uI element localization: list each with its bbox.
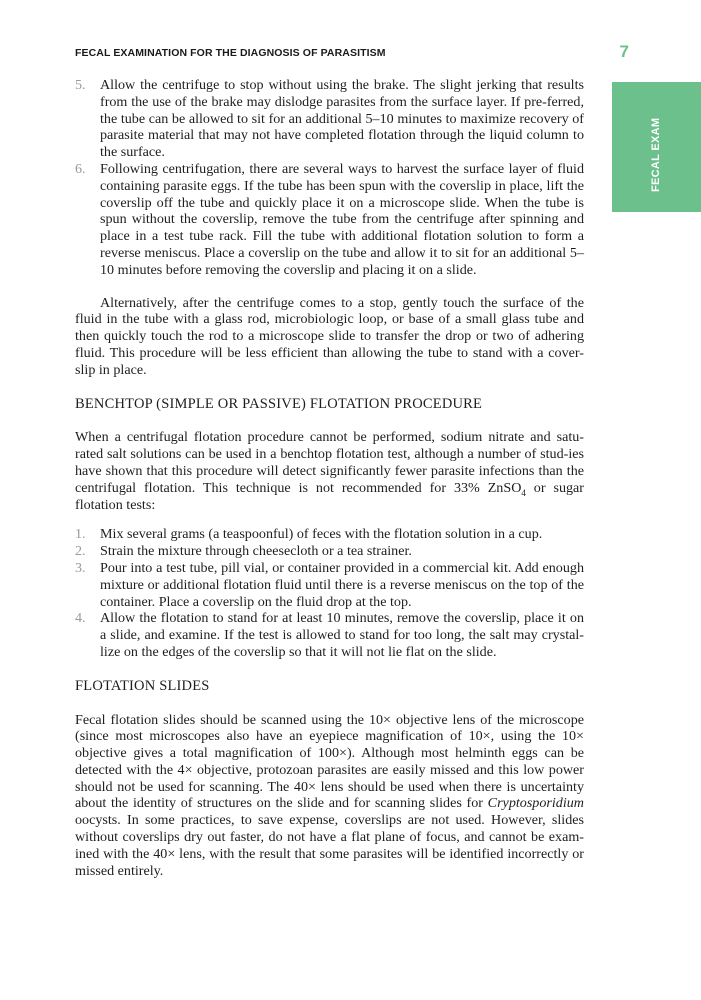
- paragraph-flotation-slides: Fecal flotation slides should be scanned using the 10× objective lens of the microscope (since most microscopes also have an eyepiece magnification of 10×, using the 10× objective gives a total magnification of 100×). Although most helminth eggs can be detected with the 4× objective, protozoan parasites are easily missed and this low power should not be used for scanning. The 40× lens should be used when there is uncertainty about the identity of structures on the slide and for scanning slides for Cryptosporidium oocysts. In some practices, to save expense, coverslips are not used. However, slides without coverslips dry out faster, do not have a flat plane of focus, and cannot be exam-ined with the 40× lens, with the result that some parasites will be identified incorrectly or missed entirely.: [75, 711, 584, 879]
- paragraph-alternative: Alternatively, after the centrifuge comes to a stop, gently touch the surface of the fluid in the tube with a glass rod, microbiologic loop, or base of a small glass tube and then quickly touch the rod to a microscope slide to transfer the drop or two of adhering fluid. This procedure will be less efficient than allowing the tube to stand with a cover-slip in place.: [75, 294, 584, 378]
- list-text: Mix several grams (a teaspoonful) of feces with the flotation solution in a cup.: [100, 526, 543, 543]
- side-tab-label: FECAL EXAM: [650, 117, 662, 192]
- list-number: 1.: [75, 526, 86, 543]
- list-item: [75, 610, 584, 660]
- running-title: FECAL EXAMINATION FOR THE DIAGNOSIS OF PARASITISM: [75, 47, 386, 59]
- list-item: [75, 526, 584, 543]
- page-body: [75, 77, 584, 879]
- side-tab: [612, 82, 701, 212]
- list-item: [75, 543, 584, 560]
- list-text: Following centrifugation, there are several ways to harvest the surface layer of fluid containing parasite eggs. If the tube has been spun with the coverslip in place, lift the coverslip off the tube and quickly place it on a microscope slide. When the tube is spun without the coverslip, remove the tube from the centrifuge after spinning and place in a test tube rack. Fill the tube with additional flotation solution to form a reverse meniscus. Place a coverslip on the tube and allow it to sit for an additional 5–10 minutes before removing the coverslip and placing it on a slide.: [100, 160, 584, 278]
- list-item: [75, 77, 584, 161]
- list-number: 3.: [75, 559, 86, 576]
- numbered-list-centrifuge: [75, 77, 584, 279]
- numbered-list-benchtop: [75, 526, 584, 660]
- running-header: [75, 44, 635, 64]
- list-item: [75, 560, 584, 610]
- list-text: Pour into a test tube, pill vial, or container provided in a commercial kit. Add enough mixture or additional flotation fluid until there is a reverse meniscus on the top of the container. Place a coverslip on the fluid drop at the top.: [100, 559, 584, 610]
- page-number: 7: [619, 42, 629, 61]
- list-number: 6.: [75, 160, 86, 177]
- list-number: 2.: [75, 543, 86, 560]
- section-heading-flotation-slides: FLOTATION SLIDES: [75, 677, 210, 694]
- section-heading-benchtop: BENCHTOP (SIMPLE OR PASSIVE) FLOTATION PROCEDURE: [75, 395, 483, 412]
- list-number: 4.: [75, 610, 86, 627]
- paragraph-benchtop-intro: When a centrifugal flotation procedure cannot be performed, sodium nitrate and satu-rated salt solutions can be used in a benchtop flotation test, although a number of stud-ies have shown that this procedure will detect significantly fewer parasite infections than the centrifugal flotation. This technique is not recommended for 33% ZnSO$_4$ or sugar flotation tests:: [75, 429, 584, 513]
- list-text: Allow the centrifuge to stop without using the brake. The slight jerking that results from the use of the brake may dislodge parasites from the surface layer. If pre-ferred, the tube can be allowed to sit for an additional 5–10 minutes to maximize recovery of parasite material that may not have completed flotation through the liquid column to the surface.: [100, 77, 584, 161]
- list-item: [75, 161, 584, 279]
- list-text: Strain the mixture through cheesecloth or a tea strainer.: [100, 543, 412, 560]
- list-text: Allow the flotation to stand for at least 10 minutes, remove the coverslip, place it on a slide, and examine. If the test is allowed to stand for too long, the salt may crystal-lize on the edges of the coverslip so that it will not lie flat on the slide.: [100, 610, 584, 660]
- list-number: 5.: [75, 77, 86, 93]
